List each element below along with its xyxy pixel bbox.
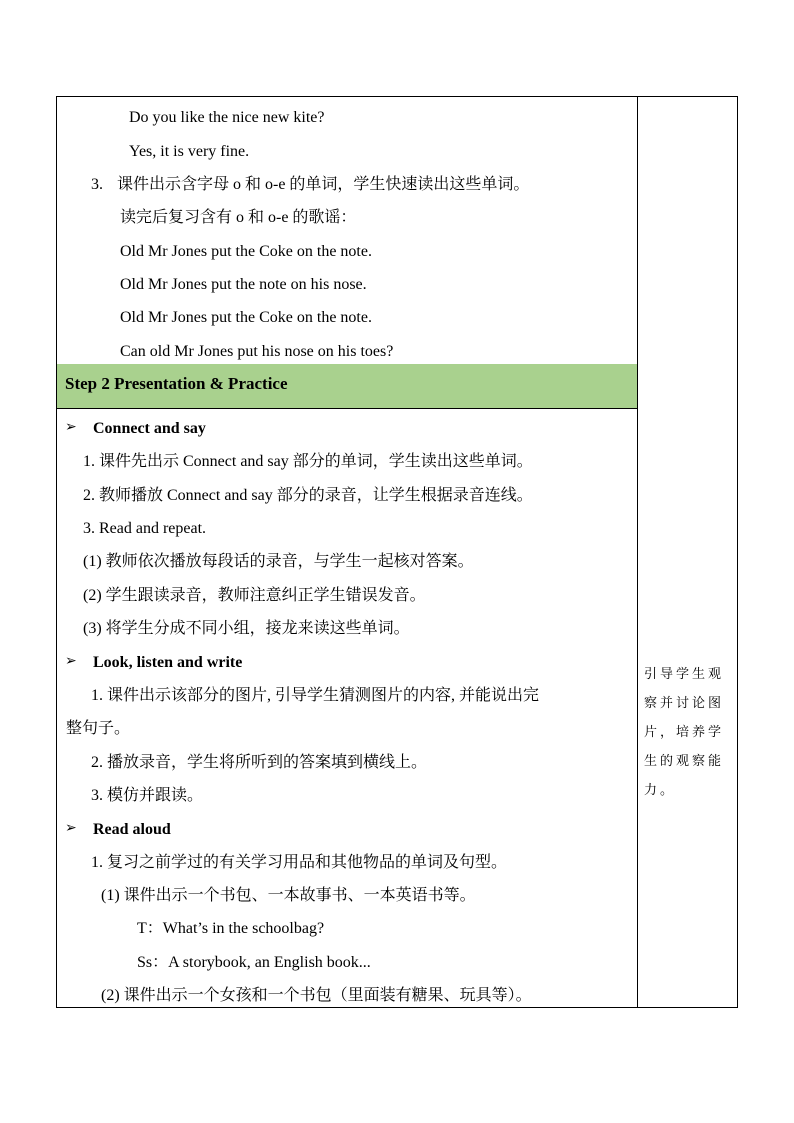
sub-item: (2) 学生跟读录音，教师注意纠正学生错误发音。 xyxy=(83,587,426,604)
rhyme-line: Can old Mr Jones put his nose on his toes? xyxy=(120,343,394,360)
section-heading: Look, listen and write xyxy=(93,654,243,671)
list-item: 1. 课件先出示 Connect and say 部分的单词，学生读出这些单词。 xyxy=(83,453,533,470)
list-item: 1. 课件出示该部分的图片, 引导学生猜测图片的内容, 并能说出完 xyxy=(91,687,540,704)
step-title: Step 2 Presentation & Practice xyxy=(65,374,288,393)
item-number: 3. xyxy=(91,176,103,193)
dialog-question: Do you like the nice new kite? xyxy=(129,109,325,126)
list-item: 2. 教师播放 Connect and say 部分的录音，让学生根据录音连线。 xyxy=(83,487,533,504)
arrow-bullet-icon: ➢ xyxy=(65,654,77,669)
list-item: 1. 复习之前学过的有关学习用品和其他物品的单词及句型。 xyxy=(91,854,508,871)
side-note-line: 片，培养学 xyxy=(644,725,725,740)
section-heading: Read aloud xyxy=(93,821,171,838)
side-note-line: 引导学生观 xyxy=(644,667,725,682)
arrow-bullet-icon: ➢ xyxy=(65,821,77,836)
list-item: 2. 播放录音，学生将所听到的答案填到横线上。 xyxy=(91,754,428,771)
side-note-line: 察并讨论图 xyxy=(644,696,725,711)
rhyme-line: Old Mr Jones put the note on his nose. xyxy=(120,276,367,293)
arrow-bullet-icon: ➢ xyxy=(65,420,77,435)
step-header xyxy=(57,364,637,408)
lesson-table xyxy=(56,96,738,1008)
dialog-answer: Yes, it is very fine. xyxy=(129,143,250,160)
side-note-line: 生的观察能 xyxy=(644,754,725,769)
column-divider xyxy=(637,97,638,1007)
side-note xyxy=(644,660,732,805)
list-item: 3. Read and repeat. xyxy=(83,520,207,537)
rhyme-line: Old Mr Jones put the Coke on the note. xyxy=(120,309,372,326)
rhyme-line: Old Mr Jones put the Coke on the note. xyxy=(120,243,372,260)
sub-item: (1) 教师依次播放每段话的录音，与学生一起核对答案。 xyxy=(83,553,474,570)
sub-item: (2) 课件出示一个女孩和一个书包（里面装有糖果、玩具等）。 xyxy=(101,987,532,1004)
sub-item: (3) 将学生分成不同小组，接龙来读这些单词。 xyxy=(83,620,410,637)
section-heading: Connect and say xyxy=(93,420,206,437)
list-item: 整句子。 xyxy=(66,720,131,737)
item-text: 读完后复习含有 o 和 o-e 的歌谣： xyxy=(120,209,357,226)
item-text: 课件出示含字母 o 和 o-e 的单词，学生快速读出这些单词。 xyxy=(117,176,530,193)
row-divider xyxy=(57,408,637,409)
dialog-line: Ss：A storybook, an English book... xyxy=(137,954,371,971)
side-note-line: 力。 xyxy=(644,783,677,798)
list-item: 3. 模仿并跟读。 xyxy=(91,787,204,804)
sub-item: (1) 课件出示一个书包、一本故事书、一本英语书等。 xyxy=(101,887,476,904)
dialog-line: T：What’s in the schoolbag? xyxy=(137,920,325,937)
